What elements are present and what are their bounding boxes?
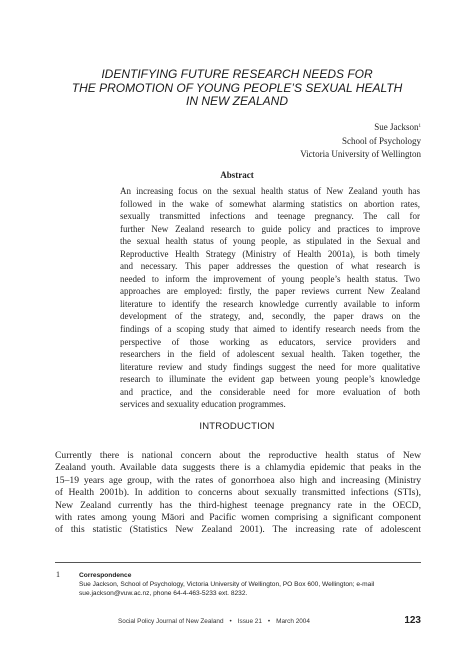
text-line: literature to identify the research knowledge currently available to inform xyxy=(120,298,420,309)
footnote-line: Sue Jackson, School of Psychology, Victoria University of Wellington, PO Box 600, Wellington; e-mail xyxy=(79,581,375,588)
text-line: Currently there is national concern about the reproductive health status of New xyxy=(55,450,421,461)
introduction-text xyxy=(55,450,421,537)
abstract-text xyxy=(120,185,420,411)
text-line: the sexual health status of young people, as stipulated in the Sexual and xyxy=(120,236,420,247)
text-line: approaches are employed: firstly, the paper reviews current New Zealand xyxy=(120,286,420,297)
section-heading-introduction: INTRODUCTION xyxy=(199,421,275,432)
title-line: IDENTIFYING FUTURE RESEARCH NEEDS FOR xyxy=(101,67,373,81)
footnote-line: sue.jackson@vuw.ac.nz, phone 64-4-463-5233 ext. 8232. xyxy=(79,590,248,597)
abstract-heading: Abstract xyxy=(220,170,254,180)
text-line: findings of a scoping study that aimed to identify research needs from the xyxy=(120,324,420,335)
text-line: research to illuminate the evident gap between young people’s knowledge xyxy=(120,374,420,385)
text-line: Zealand youth. Available data suggests there is a chlamydia epidemic that peaks in the xyxy=(55,462,421,474)
footnote-marker: 1 xyxy=(418,124,421,129)
page-number: 123 xyxy=(404,615,421,626)
text-line: Reproductive Health Strategy (Ministry of Health 2001a), is both timely xyxy=(120,248,420,259)
text-line: and practice, and the considerable need for more evaluation of both xyxy=(120,386,420,397)
journal-name: Social Policy Journal of New Zealand xyxy=(118,618,224,625)
text-line: with rates among young Māori and Pacific women comprising a significant component xyxy=(55,511,421,523)
title-line: THE PROMOTION OF YOUNG PEOPLE’S SEXUAL HEALTH xyxy=(71,80,403,95)
text-line: sexually transmitted infections and teenage pregnancy. The call for xyxy=(120,211,420,222)
article-title xyxy=(40,68,434,109)
author-department: School of Psychology xyxy=(341,135,421,146)
author-block xyxy=(300,120,421,162)
text-line: New Zealand currently has the third-highest teenage pregnancy rate in the OECD, xyxy=(55,499,421,511)
text-line: An increasing focus on the sexual health status of New Zealand youth has xyxy=(120,186,420,196)
text-line: and necessary. This paper addresses the question of what research is xyxy=(120,261,420,272)
footer-separator: • xyxy=(267,618,271,625)
footnote-divider xyxy=(55,562,421,563)
issue-date: March 2004 xyxy=(276,618,310,625)
text-line: followed in the wake of somewhat alarming statistics on abortion rates, xyxy=(120,198,420,209)
footnote-heading: Correspondence xyxy=(79,572,132,579)
text-line: of this statistic (Statistics New Zealand 2001). The increasing rate of adolescent xyxy=(55,524,421,536)
text-line: further New Zealand research to guide policy and practices to improve xyxy=(120,223,420,234)
text-line: 15–19 years age group, with the rates of gonorrhoea also high and increasing (Ministry xyxy=(55,474,421,486)
text-line: development of the strategy, and, secondly, the paper draws on the xyxy=(120,311,420,322)
author-institution: Victoria University of Wellington xyxy=(300,149,421,159)
text-line: perspective of those working as educators, service providers and xyxy=(120,336,420,347)
text-line: researchers in the field of adolescent sexual health. Taken together, the xyxy=(120,349,420,360)
text-line: services and sexuality education programmes. xyxy=(120,399,286,410)
footnote-number: 1 xyxy=(56,570,60,579)
footer-separator: • xyxy=(229,618,232,625)
text-line: literature review and study findings suggest the need for more qualitative xyxy=(120,361,420,372)
text-line: needed to inform the improvement of young people’s health status. Two xyxy=(120,273,420,284)
author-name: Sue Jackson xyxy=(374,122,419,132)
text-line: of Health 2001b). In addition to concerns about sexually transmitted infections (STIs), xyxy=(55,487,421,499)
footer-info xyxy=(118,618,310,625)
title-line: IN NEW ZEALAND xyxy=(185,94,288,108)
issue-number: Issue 21 xyxy=(237,618,262,625)
footnote-text xyxy=(79,571,424,598)
